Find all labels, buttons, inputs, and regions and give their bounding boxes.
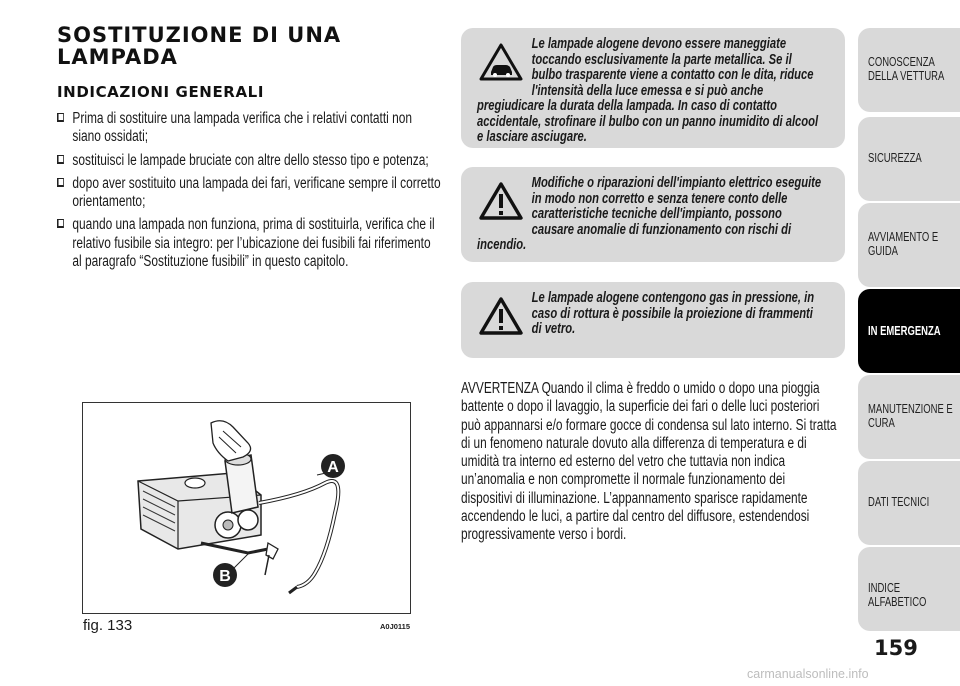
tab-indice-alfabetico[interactable]: INDICE ALFABETICO [858, 547, 960, 631]
tab-conoscenza-della-vettura[interactable]: CONOSCENZA DELLA VETTURA [858, 28, 960, 112]
list-item: Prima di sostituire una lampada verifica che i relativi contatti non siano ossidati; [57, 110, 442, 147]
checkbox-bullet-icon [57, 219, 64, 228]
bullet-list [57, 110, 442, 276]
list-item: dopo aver sostituito una lampada dei fari, verificane sempre il corretto orientamento; [57, 175, 442, 212]
tab-dati-tecnici[interactable]: DATI TECNICI [858, 461, 960, 545]
checkbox-bullet-icon [57, 178, 64, 187]
tab-avviamento-e-guida[interactable]: AVVIAMENTO E GUIDA [858, 203, 960, 287]
svg-text:A: A [327, 459, 339, 476]
figure-code: A0J0115 [380, 622, 411, 631]
figure-133 [82, 402, 411, 614]
checkbox-bullet-icon [57, 155, 64, 164]
tab-manutenzione-e-cura[interactable]: MANUTENZIONE E CURA [858, 375, 960, 459]
warning-text: Le lampade alogene contengono gas in pressione, in caso di rottura è possibile la proiezione di frammenti di vetro. [531, 290, 815, 337]
page-number: 159 [874, 636, 918, 660]
section-subtitle: INDICAZIONI GENERALI [57, 83, 265, 101]
tab-in-emergenza[interactable]: IN EMERGENZA [858, 289, 960, 373]
warning-text: Modifiche o riparazioni dell'impianto elettrico eseguite in modo non corretto e senza tenere conto delle caratteristiche tecniche dell'impianto, possono causare anomalie di funzionamento con rischi di incendio. [477, 175, 822, 253]
svg-text:B: B [219, 568, 231, 585]
list-item: sostituisci le lampade bruciate con altre dello stesso tipo e potenza; [57, 152, 442, 170]
advertenza-note: AVVERTENZA Quando il clima è freddo o umido o dopo una pioggia battente o dopo il lavaggio, la superficie dei fari o delle luci posteriori può appannarsi e/o formare gocce di condensa sul lato interno. Si tratta di un fenomeno naturale dovuto alla differenza di temperatura e di umidità tra interno ed esterno del vetro che tuttavia non indica un’anomalia e non compromette il normale funzionamento dei dispositivi di illuminazione. L’appannamento sparisce rapidamente accendendo le luci, a partire dal centro del diffusore, estendendosi progressivamente verso i bordi. [461, 380, 837, 544]
warning-box-halogen-handling [461, 28, 845, 148]
warning-text: Le lampade alogene devono essere maneggiate toccando esclusivamente la parte metallica. Se il bulbo trasparente viene a contatto con le dita, riduce l'intensità della luce emessa e si può anche pregiudicare la durata della lampada. In caso di contatto accidentale, strofinare il bulbo con un panno inumidito di alcool e lasciare asciugare. [477, 36, 819, 145]
page-title: SOSTITUZIONE DI UNA LAMPADA [57, 23, 342, 69]
list-item: quando una lampada non funziona, prima di sostituirla, verifica che il relativo fusibile sia integro: per l’ubicazione dei fusibili fai riferimento al paragrafo “Sostituzione fusibili” in questo capitolo. [57, 216, 442, 271]
warning-box-halogen-pressure [461, 282, 845, 358]
warning-box-electrical-modifications [461, 167, 845, 262]
watermark-footer: carmanualsonline.info [747, 667, 869, 681]
tab-sicurezza[interactable]: SICUREZZA [858, 117, 960, 201]
figure-caption: fig. 133 [83, 617, 133, 634]
compressor-illustration [83, 403, 409, 612]
checkbox-bullet-icon [57, 113, 64, 122]
